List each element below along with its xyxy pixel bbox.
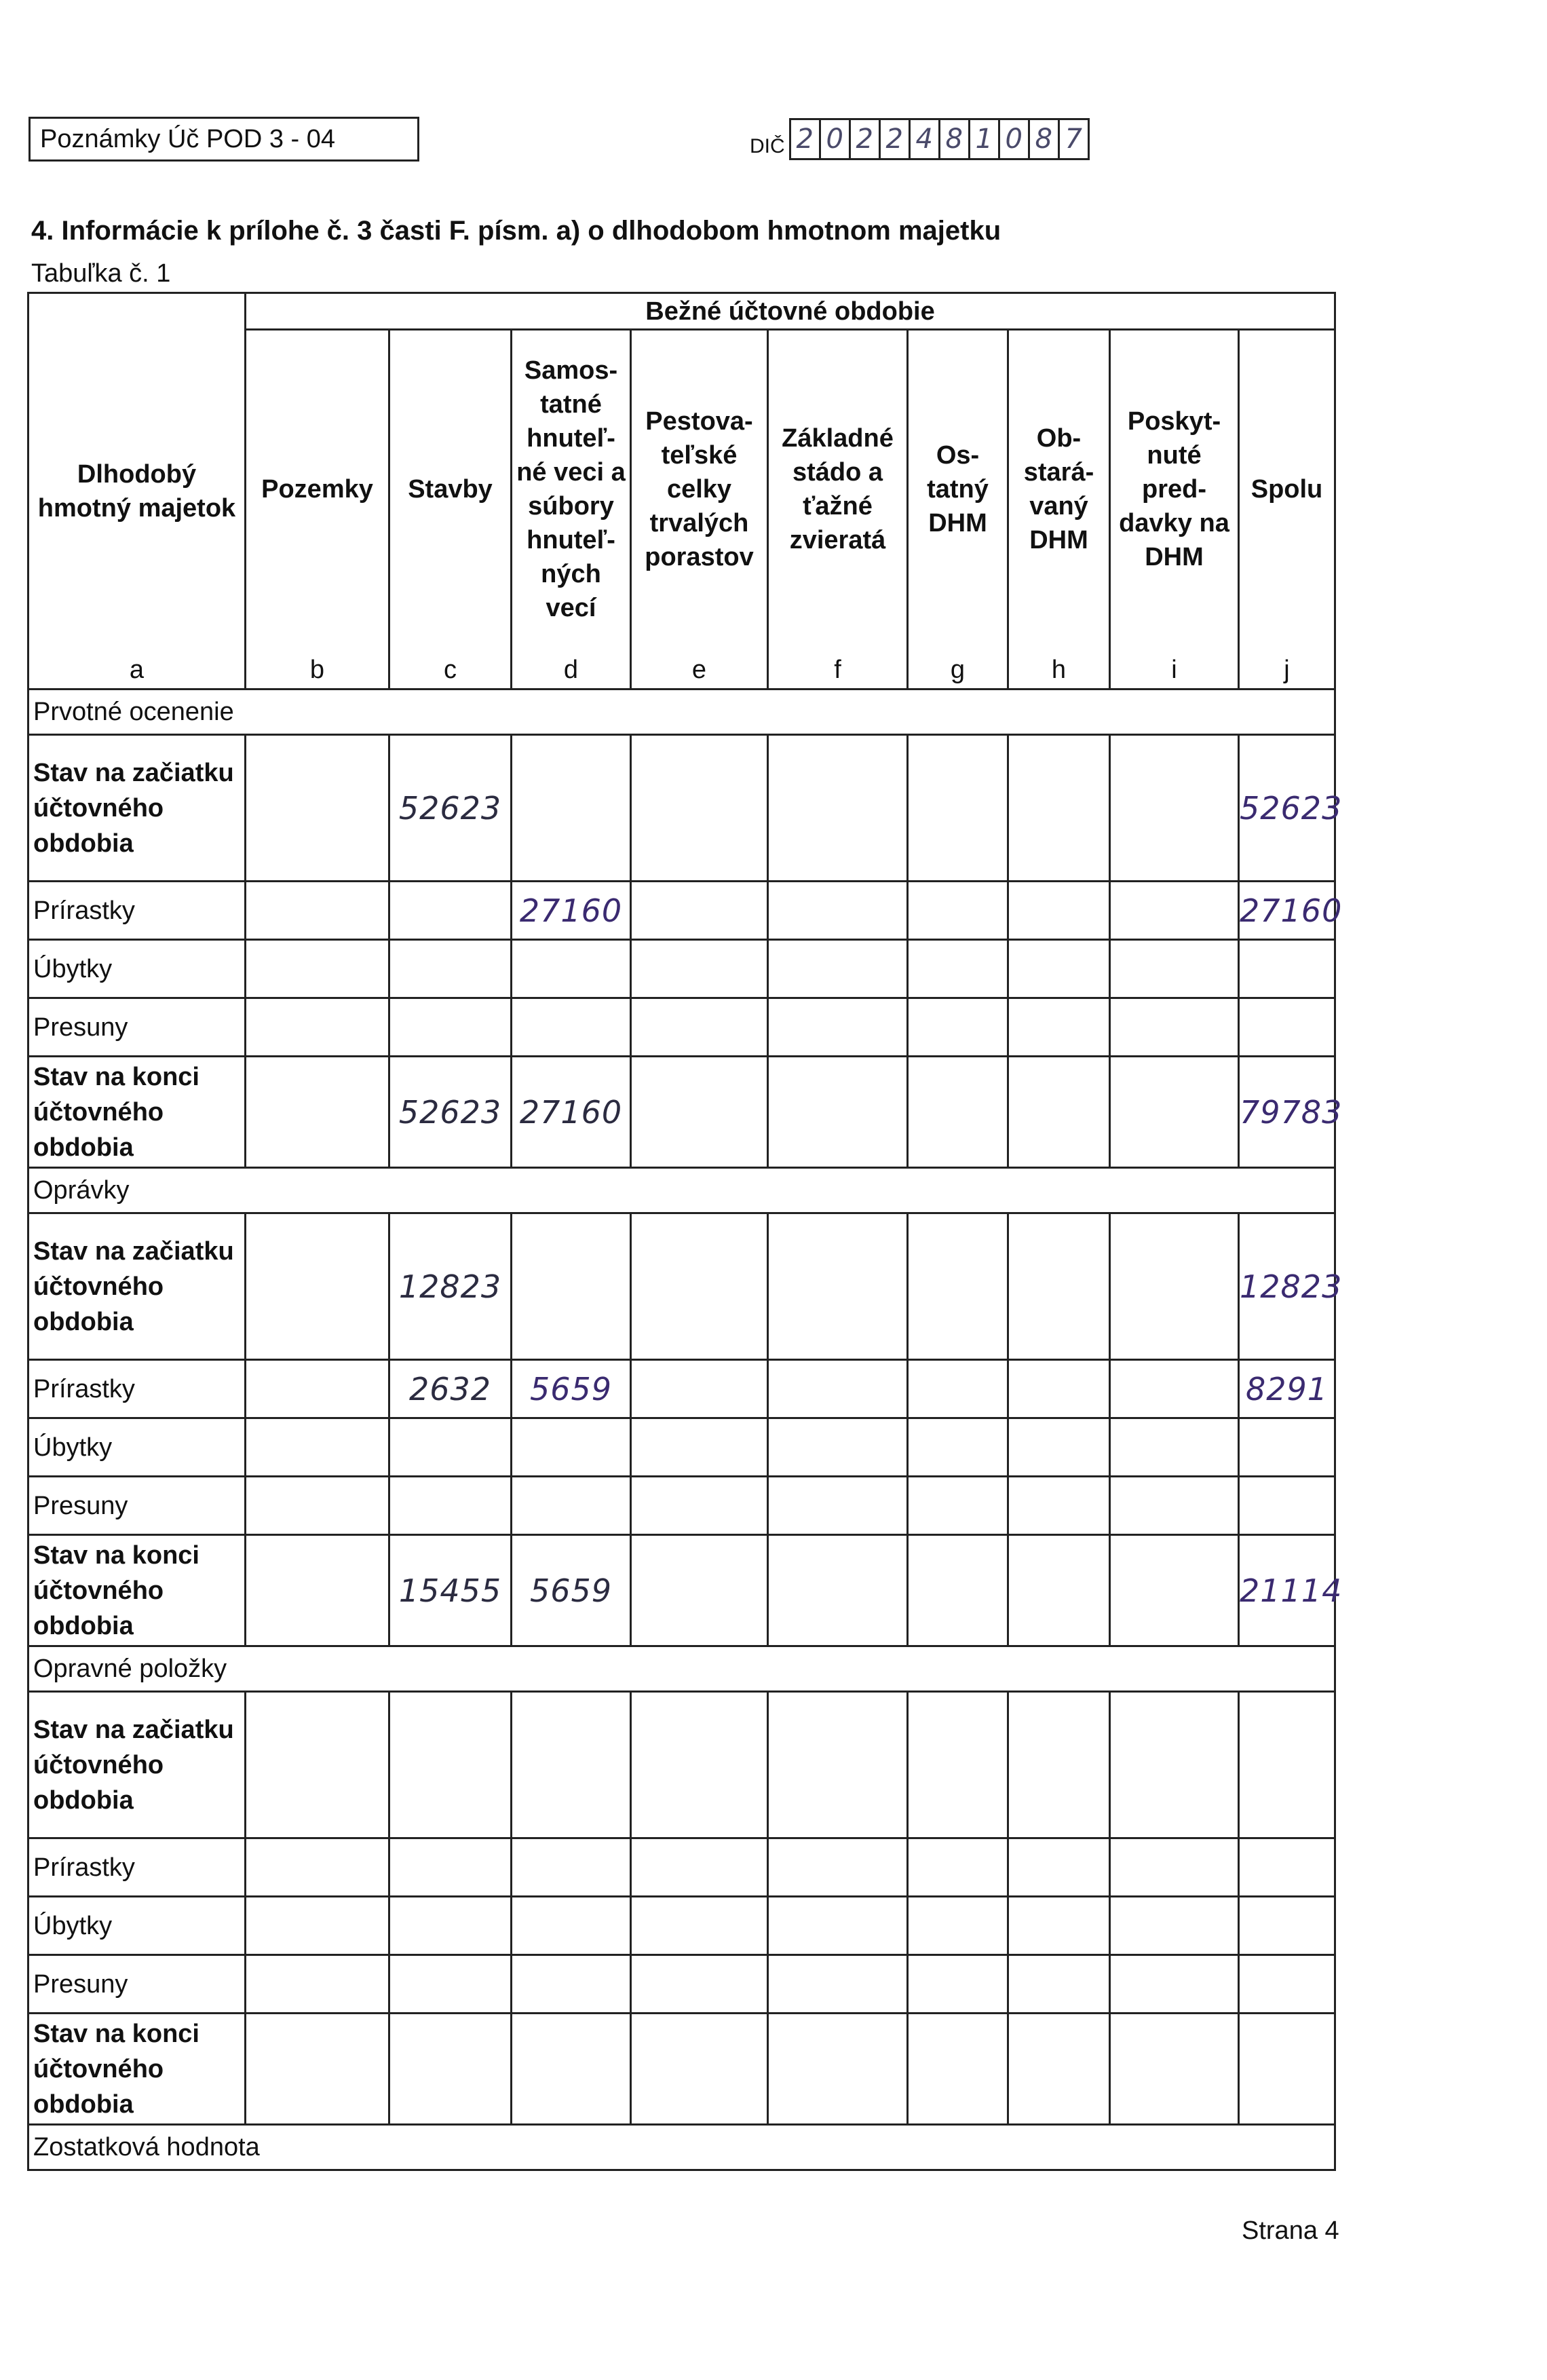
cell-f <box>768 882 908 940</box>
cell-c <box>389 882 512 940</box>
column-header <box>908 330 1008 690</box>
column-header <box>1008 330 1110 690</box>
cell-f <box>768 998 908 1057</box>
table-row <box>28 1418 1335 1477</box>
column-letter: g <box>950 656 966 684</box>
cell-b <box>246 882 389 940</box>
cell-f <box>768 940 908 998</box>
dic-digit: 8 <box>940 120 970 158</box>
cell-e <box>631 1838 768 1897</box>
row-label: Stav na konci účtovného obdobia <box>28 2014 246 2125</box>
dic-digit: 0 <box>821 120 851 158</box>
cell-e <box>631 1477 768 1535</box>
row-header: Dlhodobý hmotný majetok <box>37 459 236 523</box>
cell-h <box>1008 1897 1110 1955</box>
cell-j: 8291 <box>1239 1360 1335 1418</box>
column-header <box>768 330 908 690</box>
section-row <box>28 690 1335 735</box>
dic-digit: 4 <box>911 120 940 158</box>
column-letter: i <box>1171 656 1177 684</box>
cell-b <box>246 998 389 1057</box>
cell-h <box>1008 998 1110 1057</box>
dic-digit: 2 <box>881 120 911 158</box>
column-label: Základné stádo a ťažné zvieratá <box>782 423 894 554</box>
cell-e <box>631 1535 768 1646</box>
cell-j: 27160 <box>1239 882 1335 940</box>
table-row <box>28 1213 1335 1360</box>
form-code-box <box>28 117 419 162</box>
row-label: Stav na začiatku účtovného obdobia <box>28 1692 246 1838</box>
cell-g <box>908 940 1008 998</box>
column-label: Samos-tatné hnuteľ-né veci a súbory hnuteľ-ných vecí <box>516 356 626 622</box>
cell-c <box>389 1692 512 1838</box>
cell-b <box>246 1477 389 1535</box>
cell-c: 15455 <box>389 1535 512 1646</box>
table-row <box>28 735 1335 882</box>
column-header <box>246 330 389 690</box>
table-row <box>28 1057 1335 1168</box>
final-row-label: Zostatková hodnota <box>28 2125 1335 2170</box>
cell-d: 5659 <box>512 1360 631 1418</box>
column-label: Os-tatný DHM <box>927 440 989 537</box>
final-row <box>28 2125 1335 2170</box>
cell-j <box>1239 1897 1335 1955</box>
cell-h <box>1008 2014 1110 2125</box>
cell-d <box>512 1897 631 1955</box>
page-number: Strana 4 <box>1242 2216 1339 2245</box>
cell-i <box>1110 1057 1239 1168</box>
table-row <box>28 940 1335 998</box>
cell-i <box>1110 940 1239 998</box>
dic-digit: 7 <box>1065 124 1082 155</box>
row-label: Stav na konci účtovného obdobia <box>28 1057 246 1168</box>
cell-j <box>1239 1692 1335 1838</box>
cell-b <box>246 1418 389 1477</box>
cell-e <box>631 1692 768 1838</box>
cell-j <box>1239 2014 1335 2125</box>
cell-i <box>1110 1213 1239 1360</box>
cell-j <box>1239 1418 1335 1477</box>
cell-f <box>768 1955 908 2014</box>
cell-h <box>1008 882 1110 940</box>
table-row <box>28 1477 1335 1535</box>
row-label: Stav na začiatku účtovného obdobia <box>28 1213 246 1360</box>
column-letter: j <box>1284 656 1290 684</box>
cell-d <box>512 1838 631 1897</box>
cell-i <box>1110 998 1239 1057</box>
column-letter: c <box>444 656 457 684</box>
cell-i <box>1110 1692 1239 1838</box>
dic-field <box>750 115 1090 160</box>
row-label: Úbytky <box>28 940 246 998</box>
cell-e <box>631 998 768 1057</box>
column-label: Spolu <box>1250 474 1323 504</box>
cell-c <box>389 1838 512 1897</box>
cell-h <box>1008 1535 1110 1646</box>
cell-e <box>631 1418 768 1477</box>
cell-f <box>768 1418 908 1477</box>
cell-j: 52623 <box>1239 735 1335 882</box>
column-letter: b <box>309 656 325 684</box>
cell-d: 27160 <box>512 1057 631 1168</box>
cell-e <box>631 735 768 882</box>
cell-i <box>1110 1418 1239 1477</box>
cell-f <box>768 1692 908 1838</box>
dhm-table <box>27 292 1343 2171</box>
group-header: Bežné účtovné obdobie <box>246 293 1335 330</box>
cell-d <box>512 2014 631 2125</box>
cell-g <box>908 1418 1008 1477</box>
cell-f <box>768 735 908 882</box>
cell-h <box>1008 1477 1110 1535</box>
table-label: Tabuľka č. 1 <box>31 259 171 288</box>
column-header <box>1239 330 1335 690</box>
cell-d <box>512 1418 631 1477</box>
cell-j <box>1239 998 1335 1057</box>
row-label: Prírastky <box>28 1360 246 1418</box>
column-header <box>512 330 631 690</box>
cell-c: 52623 <box>389 735 512 882</box>
cell-f <box>768 1897 908 1955</box>
column-header <box>1110 330 1239 690</box>
table-row <box>28 1692 1335 1838</box>
cell-j: 79783 <box>1239 1057 1335 1168</box>
cell-i <box>1110 1955 1239 2014</box>
table-row <box>28 2014 1335 2125</box>
cell-b <box>246 940 389 998</box>
section-title: Opravné položky <box>28 1646 1335 1692</box>
table-row <box>28 1897 1335 1955</box>
cell-f <box>768 1535 908 1646</box>
cell-h <box>1008 1955 1110 2014</box>
cell-j <box>1239 1955 1335 2014</box>
cell-c <box>389 1418 512 1477</box>
cell-d <box>512 998 631 1057</box>
cell-f <box>768 1213 908 1360</box>
column-label: Pestova-teľské celky trvalých porastov <box>645 407 754 571</box>
cell-f <box>768 1360 908 1418</box>
cell-h <box>1008 940 1110 998</box>
cell-i <box>1110 1535 1239 1646</box>
cell-b <box>246 2014 389 2125</box>
table-row <box>28 882 1335 940</box>
cell-f <box>768 1838 908 1897</box>
cell-g <box>908 1057 1008 1168</box>
cell-g <box>908 1213 1008 1360</box>
cell-e <box>631 1897 768 1955</box>
cell-c <box>389 998 512 1057</box>
section-title: Prvotné ocenenie <box>28 690 1335 735</box>
row-label: Prírastky <box>28 882 246 940</box>
cell-d: 5659 <box>512 1535 631 1646</box>
cell-d <box>512 1477 631 1535</box>
cell-e <box>631 940 768 998</box>
dic-digit: 8 <box>1030 120 1060 158</box>
cell-j <box>1239 940 1335 998</box>
cell-h <box>1008 1838 1110 1897</box>
section-row <box>28 1168 1335 1213</box>
cell-b <box>246 1838 389 1897</box>
cell-e <box>631 2014 768 2125</box>
column-letter: a <box>129 656 145 684</box>
cell-j <box>1239 1838 1335 1897</box>
cell-g <box>908 1838 1008 1897</box>
column-label: Stavby <box>408 474 493 504</box>
cell-d <box>512 735 631 882</box>
cell-f <box>768 2014 908 2125</box>
row-header-cell <box>28 293 246 690</box>
cell-h <box>1008 1692 1110 1838</box>
cell-b <box>246 1360 389 1418</box>
cell-c: 52623 <box>389 1057 512 1168</box>
dic-label: DIČ <box>750 135 785 157</box>
section-row <box>28 1646 1335 1692</box>
cell-c <box>389 2014 512 2125</box>
cell-c <box>389 1897 512 1955</box>
cell-i <box>1110 1477 1239 1535</box>
cell-g <box>908 998 1008 1057</box>
cell-b <box>246 1692 389 1838</box>
cell-b <box>246 1057 389 1168</box>
cell-i <box>1110 1360 1239 1418</box>
cell-g <box>908 1477 1008 1535</box>
cell-d <box>512 1955 631 2014</box>
cell-i <box>1110 882 1239 940</box>
column-header <box>389 330 512 690</box>
section-title: Oprávky <box>28 1168 1335 1213</box>
cell-g <box>908 735 1008 882</box>
row-label: Prírastky <box>28 1838 246 1897</box>
cell-g <box>908 882 1008 940</box>
column-label: Ob-stará-vaný DHM <box>1023 423 1094 554</box>
cell-e <box>631 1360 768 1418</box>
cell-d: 27160 <box>512 882 631 940</box>
table-row <box>28 1535 1335 1646</box>
dic-digit-boxes <box>789 118 1090 160</box>
table-row <box>28 1955 1335 2014</box>
cell-c <box>389 1477 512 1535</box>
column-header <box>631 330 768 690</box>
table-row <box>28 998 1335 1057</box>
row-label: Úbytky <box>28 1897 246 1955</box>
cell-c <box>389 1955 512 2014</box>
cell-h <box>1008 735 1110 882</box>
dic-digit: 1 <box>970 120 1000 158</box>
cell-h <box>1008 1057 1110 1168</box>
column-letter: e <box>691 656 707 684</box>
table-row <box>28 1838 1335 1897</box>
cell-e <box>631 1057 768 1168</box>
cell-f <box>768 1477 908 1535</box>
cell-c: 12823 <box>389 1213 512 1360</box>
row-label: Presuny <box>28 1477 246 1535</box>
cell-e <box>631 1213 768 1360</box>
row-label: Stav na začiatku účtovného obdobia <box>28 735 246 882</box>
cell-i <box>1110 735 1239 882</box>
row-label: Stav na konci účtovného obdobia <box>28 1535 246 1646</box>
cell-e <box>631 882 768 940</box>
form-code: Poznámky Úč POD 3 - 04 <box>40 125 336 153</box>
cell-f <box>768 1057 908 1168</box>
cell-d <box>512 1692 631 1838</box>
cell-g <box>908 1955 1008 2014</box>
dic-digit: 2 <box>791 120 821 158</box>
cell-c <box>389 940 512 998</box>
cell-b <box>246 1535 389 1646</box>
cell-i <box>1110 2014 1239 2125</box>
column-letter: f <box>834 656 841 684</box>
row-label: Úbytky <box>28 1418 246 1477</box>
cell-g <box>908 1897 1008 1955</box>
section-title: 4. Informácie k prílohe č. 3 časti F. písm. a) o dlhodobom hmotnom majetku <box>31 216 1001 246</box>
row-label: Presuny <box>28 998 246 1057</box>
cell-b <box>246 1213 389 1360</box>
column-letter: h <box>1051 656 1067 684</box>
cell-b <box>246 735 389 882</box>
cell-c: 2632 <box>389 1360 512 1418</box>
cell-d <box>512 1213 631 1360</box>
dic-digit: 2 <box>851 120 881 158</box>
cell-d <box>512 940 631 998</box>
cell-b <box>246 1897 389 1955</box>
cell-g <box>908 1360 1008 1418</box>
cell-b <box>246 1955 389 2014</box>
table-row <box>28 1360 1335 1418</box>
cell-h <box>1008 1213 1110 1360</box>
cell-e <box>631 1955 768 2014</box>
cell-i <box>1110 1838 1239 1897</box>
cell-h <box>1008 1360 1110 1418</box>
row-label: Presuny <box>28 1955 246 2014</box>
cell-j: 21114 <box>1239 1535 1335 1646</box>
cell-i <box>1110 1897 1239 1955</box>
cell-h <box>1008 1418 1110 1477</box>
column-letter: d <box>563 656 579 684</box>
cell-j <box>1239 1477 1335 1535</box>
column-label: Pozemky <box>261 474 373 504</box>
dic-digit: 0 <box>1000 120 1030 158</box>
cell-j: 12823 <box>1239 1213 1335 1360</box>
column-label: Poskyt-nuté pred-davky na DHM <box>1119 407 1229 571</box>
cell-g <box>908 2014 1008 2125</box>
cell-g <box>908 1535 1008 1646</box>
cell-g <box>908 1692 1008 1838</box>
